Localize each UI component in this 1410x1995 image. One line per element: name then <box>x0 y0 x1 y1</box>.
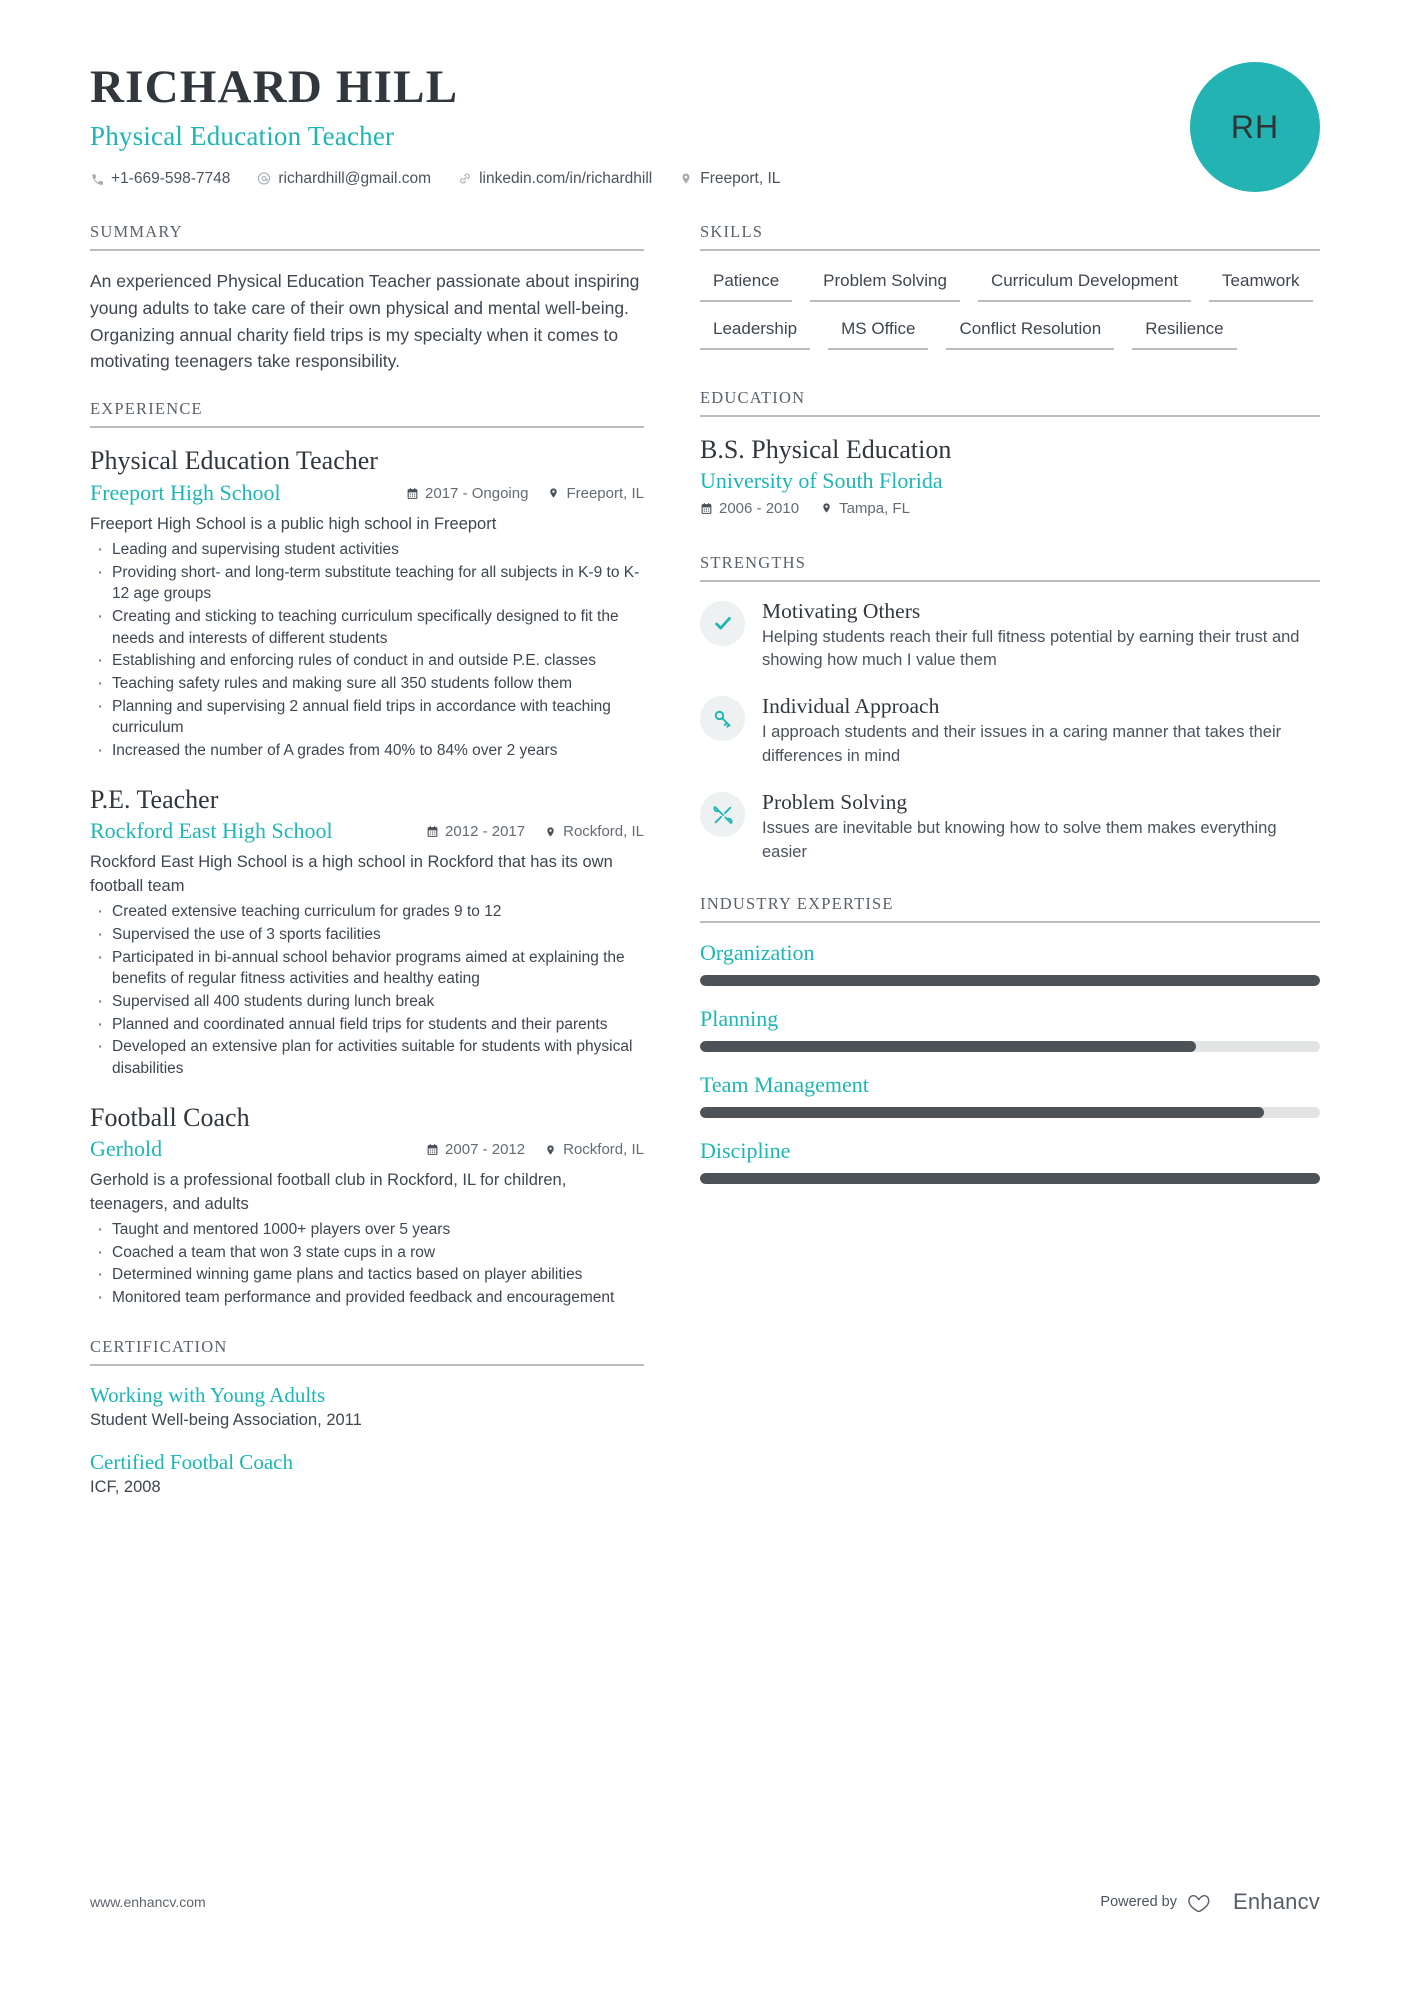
experience-item <box>90 1102 644 1309</box>
experience-item <box>90 784 644 1080</box>
candidate-name: RICHARD HILL <box>90 61 459 113</box>
location-pin-icon <box>544 1143 557 1157</box>
strength-description: Helping students reach their full fitness potential by earning their trust and showing how much I value them <box>762 627 1300 669</box>
experience-company: Gerhold <box>90 1136 163 1162</box>
strength-item <box>700 599 1320 673</box>
skill-tag: Conflict Resolution <box>946 316 1114 350</box>
expertise-bar-fill <box>700 1107 1264 1118</box>
bullet-item: · Participated in bi-annual school behavior programs aimed at explaining the benefits of regular fitness activities and healthy eating <box>90 947 644 990</box>
skill-tag: Curriculum Development <box>978 268 1191 302</box>
calendar-icon <box>426 825 439 839</box>
expertise-bar-fill <box>700 975 1320 986</box>
education-degree: B.S. Physical Education <box>700 435 952 464</box>
experience-dates-text: 2007 - 2012 <box>445 1141 526 1159</box>
skills-list <box>700 268 1320 350</box>
check-icon <box>700 601 745 646</box>
bullet-item: · Supervised the use of 3 sports facilities <box>90 924 644 946</box>
contact-row <box>90 170 1320 188</box>
experience-title: P.E. Teacher <box>90 784 219 814</box>
avatar <box>1190 62 1320 192</box>
contact-email-text: richardhill@gmail.com <box>278 169 432 187</box>
experience-meta <box>90 1136 644 1162</box>
bullet-item: · Leading and supervising student activities <box>90 539 644 561</box>
key-icon <box>700 696 745 741</box>
section-certification <box>90 1337 644 1497</box>
bullet-item: · Coached a team that won 3 state cups in a row <box>90 1242 644 1264</box>
experience-dates <box>406 485 528 502</box>
section-education <box>700 388 1320 517</box>
bullet-item: · Monitored team performance and provided feedback and encouragement <box>90 1287 644 1309</box>
experience-bullets <box>90 901 644 1080</box>
bullet-item: · Increased the number of A grades from 40% to 84% over 2 years <box>90 740 644 762</box>
contact-linkedin-text: linkedin.com/in/richardhill <box>479 169 653 187</box>
expertise-bar-track <box>700 1041 1320 1052</box>
experience-meta <box>90 818 644 844</box>
experience-item <box>90 445 644 762</box>
calendar-icon <box>700 501 713 515</box>
bullet-item: · Determined winning game plans and tactics based on player abilities <box>90 1264 644 1286</box>
calendar-icon <box>406 486 419 500</box>
bullet-item: · Planning and supervising 2 annual field trips in accordance with teaching curriculum <box>90 696 644 739</box>
certification-item <box>90 1450 644 1497</box>
expertise-name: Team Management <box>700 1072 869 1098</box>
expertise-name: Organization <box>700 940 815 966</box>
strength-name: Motivating Others <box>762 598 921 623</box>
email-icon <box>257 171 271 186</box>
experience-company: Rockford East High School <box>90 818 333 844</box>
candidate-job-title: Physical Education Teacher <box>90 120 395 151</box>
bullet-item: · Planned and coordinated annual field trips for students and their parents <box>90 1014 644 1036</box>
experience-dates <box>426 823 525 840</box>
education-item <box>700 434 1320 517</box>
contact-email[interactable] <box>257 170 431 188</box>
education-dates <box>700 500 799 517</box>
expertise-item <box>700 940 1320 986</box>
bullet-item: · Establishing and enforcing rules of conduct in and outside P.E. classes <box>90 650 644 672</box>
experience-dates-text: 2017 - Ongoing <box>425 484 529 502</box>
strength-description: Issues are inevitable but knowing how to solve them makes everything easier <box>762 819 1277 861</box>
certification-item <box>90 1383 644 1430</box>
left-column <box>90 222 644 1517</box>
location-pin-icon <box>820 501 833 515</box>
certification-title: Certified Footbal Coach <box>90 1449 293 1474</box>
bullet-item: · Creating and sticking to teaching curriculum specifically designed to fit the needs and interests of different students <box>90 606 644 649</box>
experience-title: Football Coach <box>90 1102 250 1132</box>
experience-location <box>547 485 644 502</box>
section-skills <box>700 222 1320 350</box>
experience-location-text: Freeport, IL <box>566 484 644 502</box>
experience-heading: EXPERIENCE <box>90 399 644 428</box>
education-dates-text: 2006 - 2010 <box>719 499 800 517</box>
contact-phone-text: +1-669-598-7748 <box>111 169 231 187</box>
expertise-item <box>700 1138 1320 1184</box>
section-industry-expertise <box>700 894 1320 1184</box>
enhancv-logo <box>1188 1889 1320 1915</box>
skill-tag: Resilience <box>1132 316 1236 350</box>
skill-tag: MS Office <box>828 316 928 350</box>
experience-side-meta <box>426 823 644 840</box>
experience-company: Freeport High School <box>90 479 281 505</box>
strength-name: Individual Approach <box>762 694 940 719</box>
link-icon <box>458 171 472 186</box>
experience-bullets <box>90 539 644 762</box>
experience-bullets <box>90 1219 644 1309</box>
footer <box>90 1889 1320 1915</box>
strengths-heading: STRENGTHS <box>700 553 1320 582</box>
experience-dates-text: 2012 - 2017 <box>445 823 526 841</box>
experience-description: Gerhold is a professional football club in Rockford, IL for children, teenagers, and adults <box>90 1171 567 1213</box>
education-school: University of South Florida <box>700 467 943 493</box>
location-pin-icon <box>679 171 693 186</box>
contact-location-text: Freeport, IL <box>700 169 781 187</box>
industry-expertise-heading: INDUSTRY EXPERTISE <box>700 894 1320 923</box>
certification-subtitle: Student Well-being Association, 2011 <box>90 1410 362 1429</box>
strength-body <box>762 790 1320 864</box>
experience-location-text: Rockford, IL <box>563 823 644 841</box>
tools-icon <box>700 792 745 837</box>
summary-text: An experienced Physical Education Teacher passionate about inspiring young adults to take care of their own physical and mental well-being. Organizing annual charity field trips is my specialty when it comes to motivating teenagers take responsibility. <box>90 271 640 372</box>
experience-location <box>544 823 644 840</box>
expertise-bar-fill <box>700 1041 1196 1052</box>
certification-subtitle: ICF, 2008 <box>90 1477 161 1496</box>
strength-description: I approach students and their issues in a caring manner that takes their differences in mind <box>762 723 1282 765</box>
experience-dates <box>426 1141 525 1158</box>
education-location <box>820 500 910 517</box>
section-summary <box>90 222 644 375</box>
strength-item <box>700 694 1320 768</box>
bullet-item: · Created extensive teaching curriculum for grades 9 to 12 <box>90 901 644 923</box>
strength-body <box>762 694 1320 768</box>
experience-meta <box>90 480 644 506</box>
section-strengths <box>700 553 1320 865</box>
footer-website[interactable]: www.enhancv.com <box>90 1894 206 1910</box>
resume-columns <box>90 222 1320 1517</box>
right-column <box>700 222 1320 1204</box>
location-pin-icon <box>547 486 560 500</box>
section-experience <box>90 399 644 1309</box>
certification-title: Working with Young Adults <box>90 1382 326 1407</box>
education-meta <box>700 500 1320 517</box>
education-heading: EDUCATION <box>700 388 1320 417</box>
contact-linkedin[interactable] <box>458 170 652 188</box>
experience-title: Physical Education Teacher <box>90 446 378 476</box>
expertise-item <box>700 1072 1320 1118</box>
expertise-bar-fill <box>700 1173 1320 1184</box>
experience-location-text: Rockford, IL <box>563 1141 644 1159</box>
expertise-bar-track <box>700 1107 1320 1118</box>
avatar-initials: RH <box>1230 108 1280 145</box>
contact-phone[interactable] <box>90 170 230 188</box>
bullet-item: · Providing short- and long-term substitute teaching for all subjects in K-9 to K-12 age groups <box>90 562 644 605</box>
summary-heading: SUMMARY <box>90 222 644 251</box>
bullet-item: · Developed an extensive plan for activities suitable for students with physical disabilities <box>90 1036 644 1079</box>
strength-item <box>700 790 1320 864</box>
enhancv-mark-icon <box>1188 1890 1224 1914</box>
contact-location <box>679 170 780 188</box>
skill-tag: Problem Solving <box>810 268 960 302</box>
experience-location <box>544 1141 644 1158</box>
resume-header <box>90 0 1320 222</box>
expertise-bar-track <box>700 1173 1320 1184</box>
bullet-item: · Taught and mentored 1000+ players over 5 years <box>90 1219 644 1241</box>
expertise-bar-track <box>700 975 1320 986</box>
footer-brand <box>1100 1889 1320 1915</box>
experience-description: Rockford East High School is a high school in Rockford that has its own football team <box>90 853 613 895</box>
bullet-item: · Supervised all 400 students during lunch break <box>90 991 644 1013</box>
experience-side-meta <box>406 485 644 502</box>
certification-heading: CERTIFICATION <box>90 1337 644 1366</box>
expertise-name: Planning <box>700 1006 779 1032</box>
location-pin-icon <box>544 825 557 839</box>
calendar-icon <box>426 1143 439 1157</box>
bullet-item: · Teaching safety rules and making sure all 350 students follow them <box>90 673 644 695</box>
brand-name: Enhancv <box>1232 1889 1320 1914</box>
education-location-text: Tampa, FL <box>839 499 910 517</box>
skill-tag: Teamwork <box>1209 268 1312 302</box>
skills-heading: SKILLS <box>700 222 1320 251</box>
skill-tag: Leadership <box>700 316 810 350</box>
phone-icon <box>90 171 104 186</box>
expertise-name: Discipline <box>700 1138 791 1164</box>
expertise-item <box>700 1006 1320 1052</box>
experience-description: Freeport High School is a public high school in Freeport <box>90 514 497 533</box>
powered-by-label: Powered by <box>1100 1894 1177 1910</box>
strength-name: Problem Solving <box>762 790 908 815</box>
experience-side-meta <box>426 1141 644 1158</box>
strength-body <box>762 599 1320 673</box>
skill-tag: Patience <box>700 268 792 302</box>
